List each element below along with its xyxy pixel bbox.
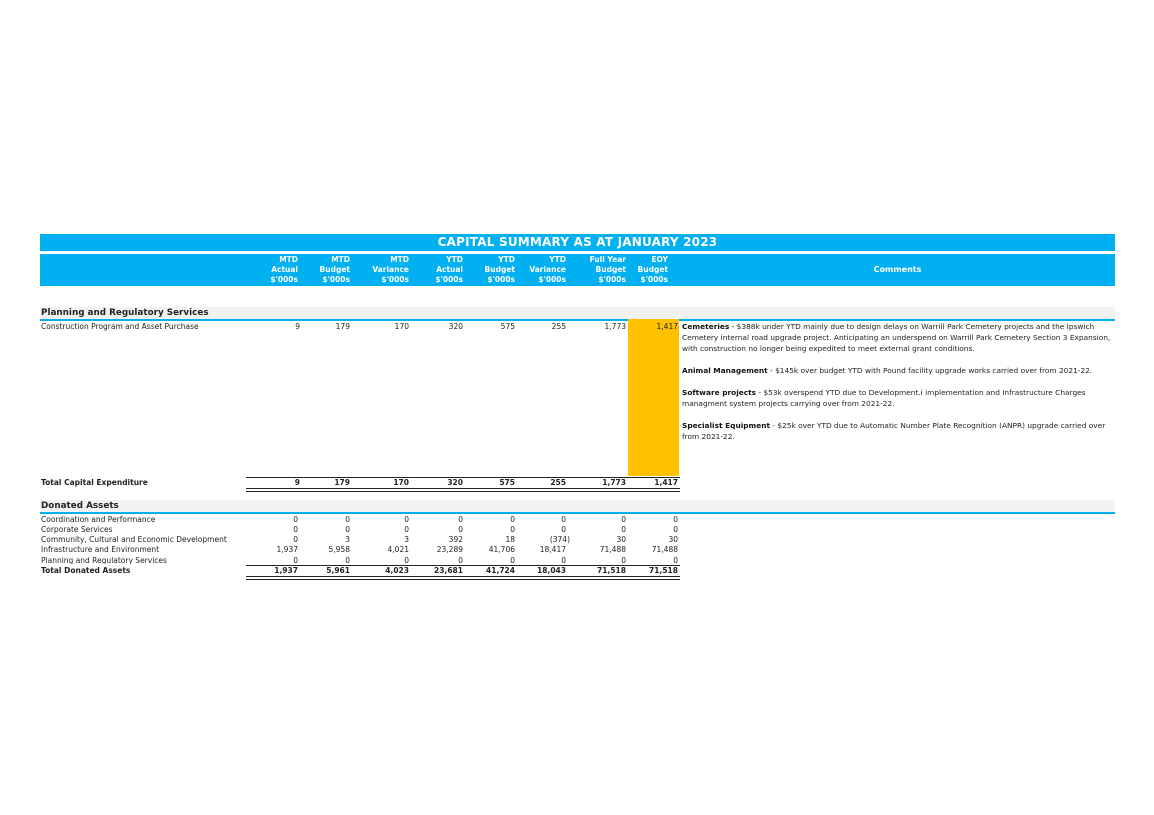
section-planning-regulatory: Planning and Regulatory Services bbox=[40, 307, 1115, 321]
row-label: Construction Program and Asset Purchase bbox=[41, 322, 199, 331]
total-label: Total Donated Assets bbox=[41, 566, 131, 575]
total-label: Total Capital Expenditure bbox=[41, 478, 148, 487]
col-mtd-actual-header: MTD Actual $'000s bbox=[270, 255, 298, 284]
report-title: CAPITAL SUMMARY AS AT JANUARY 2023 bbox=[40, 234, 1115, 251]
row-label: Coordination and Performance bbox=[41, 515, 156, 524]
row-label: Planning and Regulatory Services bbox=[41, 556, 167, 564]
table-row: Construction Program and Asset Purchase 9 179 170 320 575 255 1,773 1,417 bbox=[41, 322, 678, 331]
col-ytd-budget-header: YTD Budget $'000s bbox=[484, 255, 515, 284]
donated-total-double-rule bbox=[246, 576, 680, 580]
col-ytd-variance-header: YTD Variance $'000s bbox=[529, 255, 566, 284]
total-double-rule bbox=[246, 488, 680, 492]
comment-specialist-equipment: Specialist Equipment - $25k over YTD due to Automatic Number Plate Recognition (ANPR) upgrade carried over from 2021-22. bbox=[682, 421, 1106, 441]
row-label: Corporate Services bbox=[41, 525, 113, 534]
column-header-bar bbox=[40, 254, 1115, 286]
eoy-budget-highlight bbox=[628, 319, 679, 476]
comment-cemeteries: Cemeteries - $388k under YTD mainly due to design delays on Warrill Park Cemetery projects and the Ipswich Cemetery internal road upgrade project. Anticipating an underspend on Warrill Park Cemetery Section 3 Expansion, with construction no longer being expedited to meet external grant conditions. bbox=[682, 322, 1111, 353]
table-row: Planning and Regulatory Services 0 0 0 0 0 0 0 0 bbox=[41, 556, 678, 564]
col-ytd-actual-header: YTD Actual $'000s bbox=[435, 255, 463, 284]
table-row: Community, Cultural and Economic Development 0 3 3 392 18 (374) 30 30 bbox=[41, 535, 678, 544]
comments-panel bbox=[682, 321, 1112, 453]
col-mtd-variance-header: MTD Variance $'000s bbox=[372, 255, 409, 284]
total-row: Total Capital Expenditure 9 179 170 320 575 255 1,773 1,417 bbox=[41, 478, 678, 487]
section-donated-assets: Donated Assets bbox=[40, 500, 1115, 514]
comment-animal-management: Animal Management - $145k over budget YTD with Pound facility upgrade works carried over from 2021-22. bbox=[682, 366, 1093, 375]
col-eoy-budget-header: EOY Budget $'000s bbox=[637, 255, 668, 284]
row-label: Community, Cultural and Economic Development bbox=[41, 535, 227, 544]
row-label: Infrastructure and Environment bbox=[41, 545, 160, 554]
col-full-year-budget-header: Full Year Budget $'000s bbox=[589, 255, 626, 284]
col-mtd-budget-header: MTD Budget $'000s bbox=[319, 255, 350, 284]
table-row: Coordination and Performance 0 0 0 0 0 0 0 0 bbox=[41, 515, 678, 524]
table-row: Corporate Services 0 0 0 0 0 0 0 0 bbox=[41, 525, 678, 534]
donated-total-row: Total Donated Assets 1,937 5,961 4,023 23,681 41,724 18,043 71,518 71,518 bbox=[41, 566, 678, 575]
comments-header: Comments bbox=[873, 265, 922, 274]
table-row: Infrastructure and Environment 1,937 5,958 4,021 23,289 41,706 18,417 71,488 71,488 bbox=[41, 545, 678, 554]
comment-software-projects: Software projects - $53k overspend YTD due to Development.i implementation and Infrastructure Charges managment system projects carrying over from 2021-22. bbox=[682, 388, 1086, 408]
